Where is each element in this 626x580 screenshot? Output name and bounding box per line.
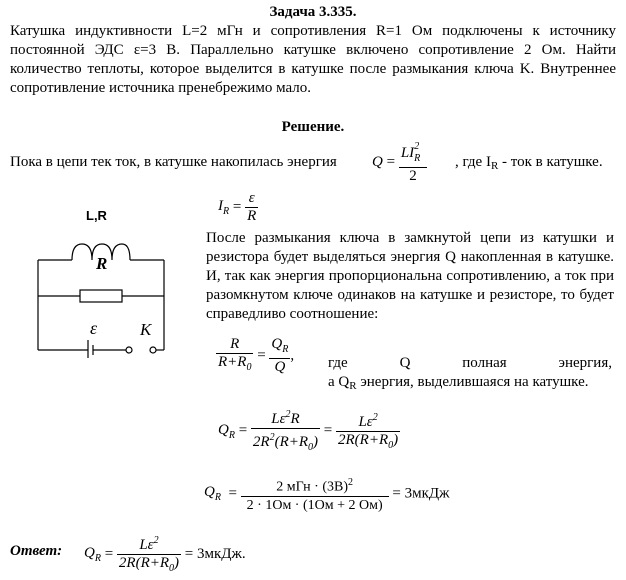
energy-note: , где $I_R$ - ток в катушке. bbox=[455, 154, 603, 172]
formula-qr-symbolic: $Q_R$ = $\frac{L\varepsilon^2R}{2R^2(R+R_0)}$ = $\frac{L\varepsilon^2}{2R(R+R_0)}$ bbox=[218, 406, 400, 456]
circuit-diagram bbox=[30, 228, 180, 358]
formula-answer: $Q_R$ = $\frac{L\varepsilon^2}{2R(R+R_0)}$ = 3мкДж. bbox=[84, 532, 246, 577]
coil-wire-top bbox=[38, 250, 72, 258]
problem-text: Катушка индуктивности L=2 мГн и сопротивления R=1 Ом подключены к источнику постоянной ЭДС ε=3 В. Параллельно катушке включено сопротивление 2 Ом. Найти количество теплоты, которое выделится в катушке после размыкания ключа K. Внутреннее сопротивление источника пренебрежимо мало. bbox=[10, 23, 616, 96]
solution-title: Решение. bbox=[281, 119, 345, 135]
qr-description: а $Q_R$ энергия, выделившаяся на катушке. bbox=[328, 374, 589, 392]
formula-qr-numeric: $Q_R$ = $\frac{2 мГн \cdot (3В)^2}{2 \cdot 1Ом \cdot (1Ом + 2 Ом)}$ = 3мкДж bbox=[204, 474, 449, 514]
formula-ratio: $\frac{R}{R+R_0}$ = $\frac{Q_R}{Q}$ , bbox=[218, 336, 295, 375]
explanation-paragraph bbox=[206, 229, 614, 324]
emf-label: ε bbox=[90, 318, 98, 338]
formula-current: $I_R$ = $\frac{\varepsilon}{R}$ bbox=[218, 190, 257, 224]
key-contact-left bbox=[126, 347, 132, 353]
key-label: K bbox=[140, 320, 152, 339]
where-line: где Q полная энергия, bbox=[328, 355, 612, 371]
energy-text: Пока в цепи тек ток, в катушке накопилась энергия bbox=[10, 154, 337, 170]
energy-line bbox=[10, 154, 337, 171]
coil-label: L,R bbox=[86, 208, 107, 223]
answer-label: Ответ: bbox=[10, 543, 63, 559]
resistor-label: R bbox=[96, 254, 108, 273]
formula-energy: Q = $\frac{LI_R^2}{2}$ bbox=[372, 140, 427, 185]
key-contact-right bbox=[150, 347, 156, 353]
explanation-text: После размыкания ключа в замкнутой цепи из катушки и резистора будет выделяться энергия Q накопленная в катушке. И, так как энергия пропорциональна сопротивлению, а ток при разомкнутом ключе одинаков на катушке и резисторе, то будет справедливо соотношение: bbox=[206, 230, 614, 322]
problem-title: Задача 3.335. bbox=[269, 4, 357, 20]
problem-statement bbox=[10, 22, 616, 98]
resistor-symbol bbox=[80, 290, 122, 302]
